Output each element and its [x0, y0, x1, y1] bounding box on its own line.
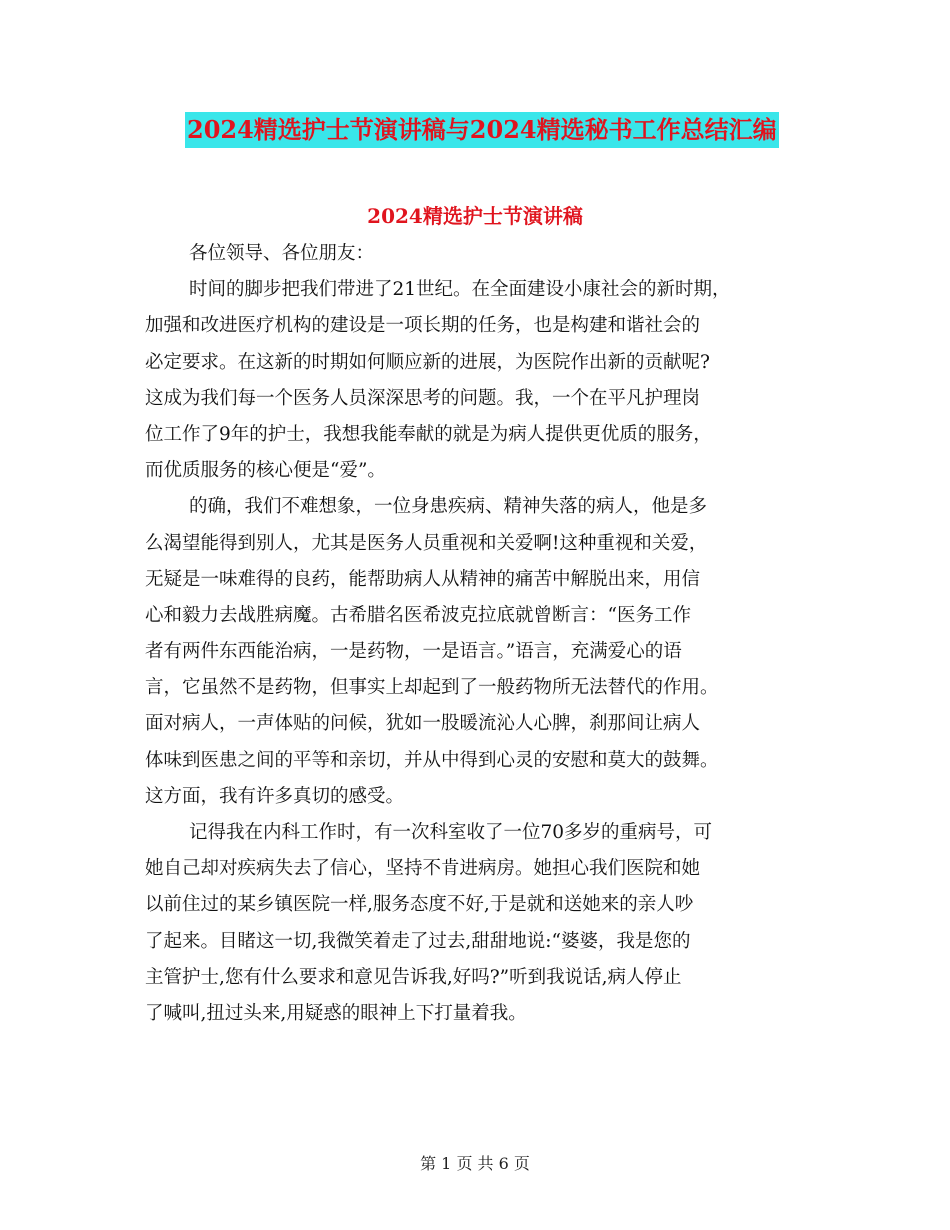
paragraph-line: 这方面，我有许多真切的感受。: [145, 785, 405, 807]
paragraph-line: 主管护士,您有什么要求和意见告诉我,好吗?”听到我说话,病人停止: [145, 966, 682, 988]
paragraph-line: 言，它虽然不是药物，但事实上却起到了一般药物所无法替代的作用。: [145, 677, 719, 699]
paragraph-line: 面对病人，一声体贴的问候，犹如一股暖流沁人心脾，刹那间让病人: [145, 713, 701, 735]
paragraph-line: 时间的脚步把我们带进了21世纪。在全面建设小康社会的新时期，: [189, 279, 731, 301]
body-text: [145, 221, 815, 1032]
paragraph-line: 了起来。目睹这一切,我微笑着走了过去,甜甜地说:“婆婆，我是您的: [145, 930, 691, 952]
section-title: 2024精选护士节演讲稿: [367, 204, 583, 228]
paragraph-line: 必定要求。在这新的时期如何顺应新的进展，为医院作出新的贡献呢?: [145, 351, 710, 373]
paragraph-line: 者有两件东西能治病，一是药物，一是语言。”语言，充满爱心的语: [145, 641, 682, 663]
paragraph-line: 以前住过的某乡镇医院一样,服务态度不好,于是就和送她来的亲人吵: [145, 894, 694, 916]
page-footer: 第 1 页 共 6 页: [420, 1154, 530, 1173]
paragraph-line: 无疑是一味难得的良药，能帮助病人从精神的痛苦中解脱出来，用信: [145, 568, 701, 590]
paragraph-line: 她自己却对疾病失去了信心，坚持不肯进病房。她担心我们医院和她: [145, 858, 701, 880]
paragraph-line: 记得我在内科工作时，有一次科室收了一位70多岁的重病号，可: [189, 822, 713, 843]
paragraph-line: 体味到医患之间的平等和亲切，并从中得到心灵的安慰和莫大的鼓舞。: [145, 749, 719, 771]
paragraph-line: 了喊叫,扭过头来,用疑惑的眼神上下打量着我。: [145, 1002, 527, 1024]
paragraph-line: 这成为我们每一个医务人员深深思考的问题。我，一个在平凡护理岗: [145, 387, 701, 409]
paragraph-line: 么渴望能得到别人，尤其是医务人员重视和关爱啊!这种重视和关爱，: [145, 532, 708, 554]
paragraph-line: 加强和改进医疗机构的建设是一项长期的任务，也是构建和谐社会的: [145, 315, 701, 337]
salutation-line: 各位领导、各位朋友：: [189, 243, 375, 264]
paragraph-line: 位工作了9年的护士，我想我能奉献的就是为病人提供更优质的服务，: [145, 423, 712, 445]
paragraph-line: 而优质服务的核心便是“爱”。: [145, 460, 386, 482]
document-title: 2024精选护士节演讲稿与2024精选秘书工作总结汇编: [185, 112, 779, 148]
paragraph-line: 的确，我们不难想象，一位身患疾病、精神失落的病人，他是多: [189, 496, 708, 518]
paragraph-line: 心和毅力去战胜病魔。古希腊名医希波克拉底就曾断言：“医务工作: [145, 604, 691, 626]
